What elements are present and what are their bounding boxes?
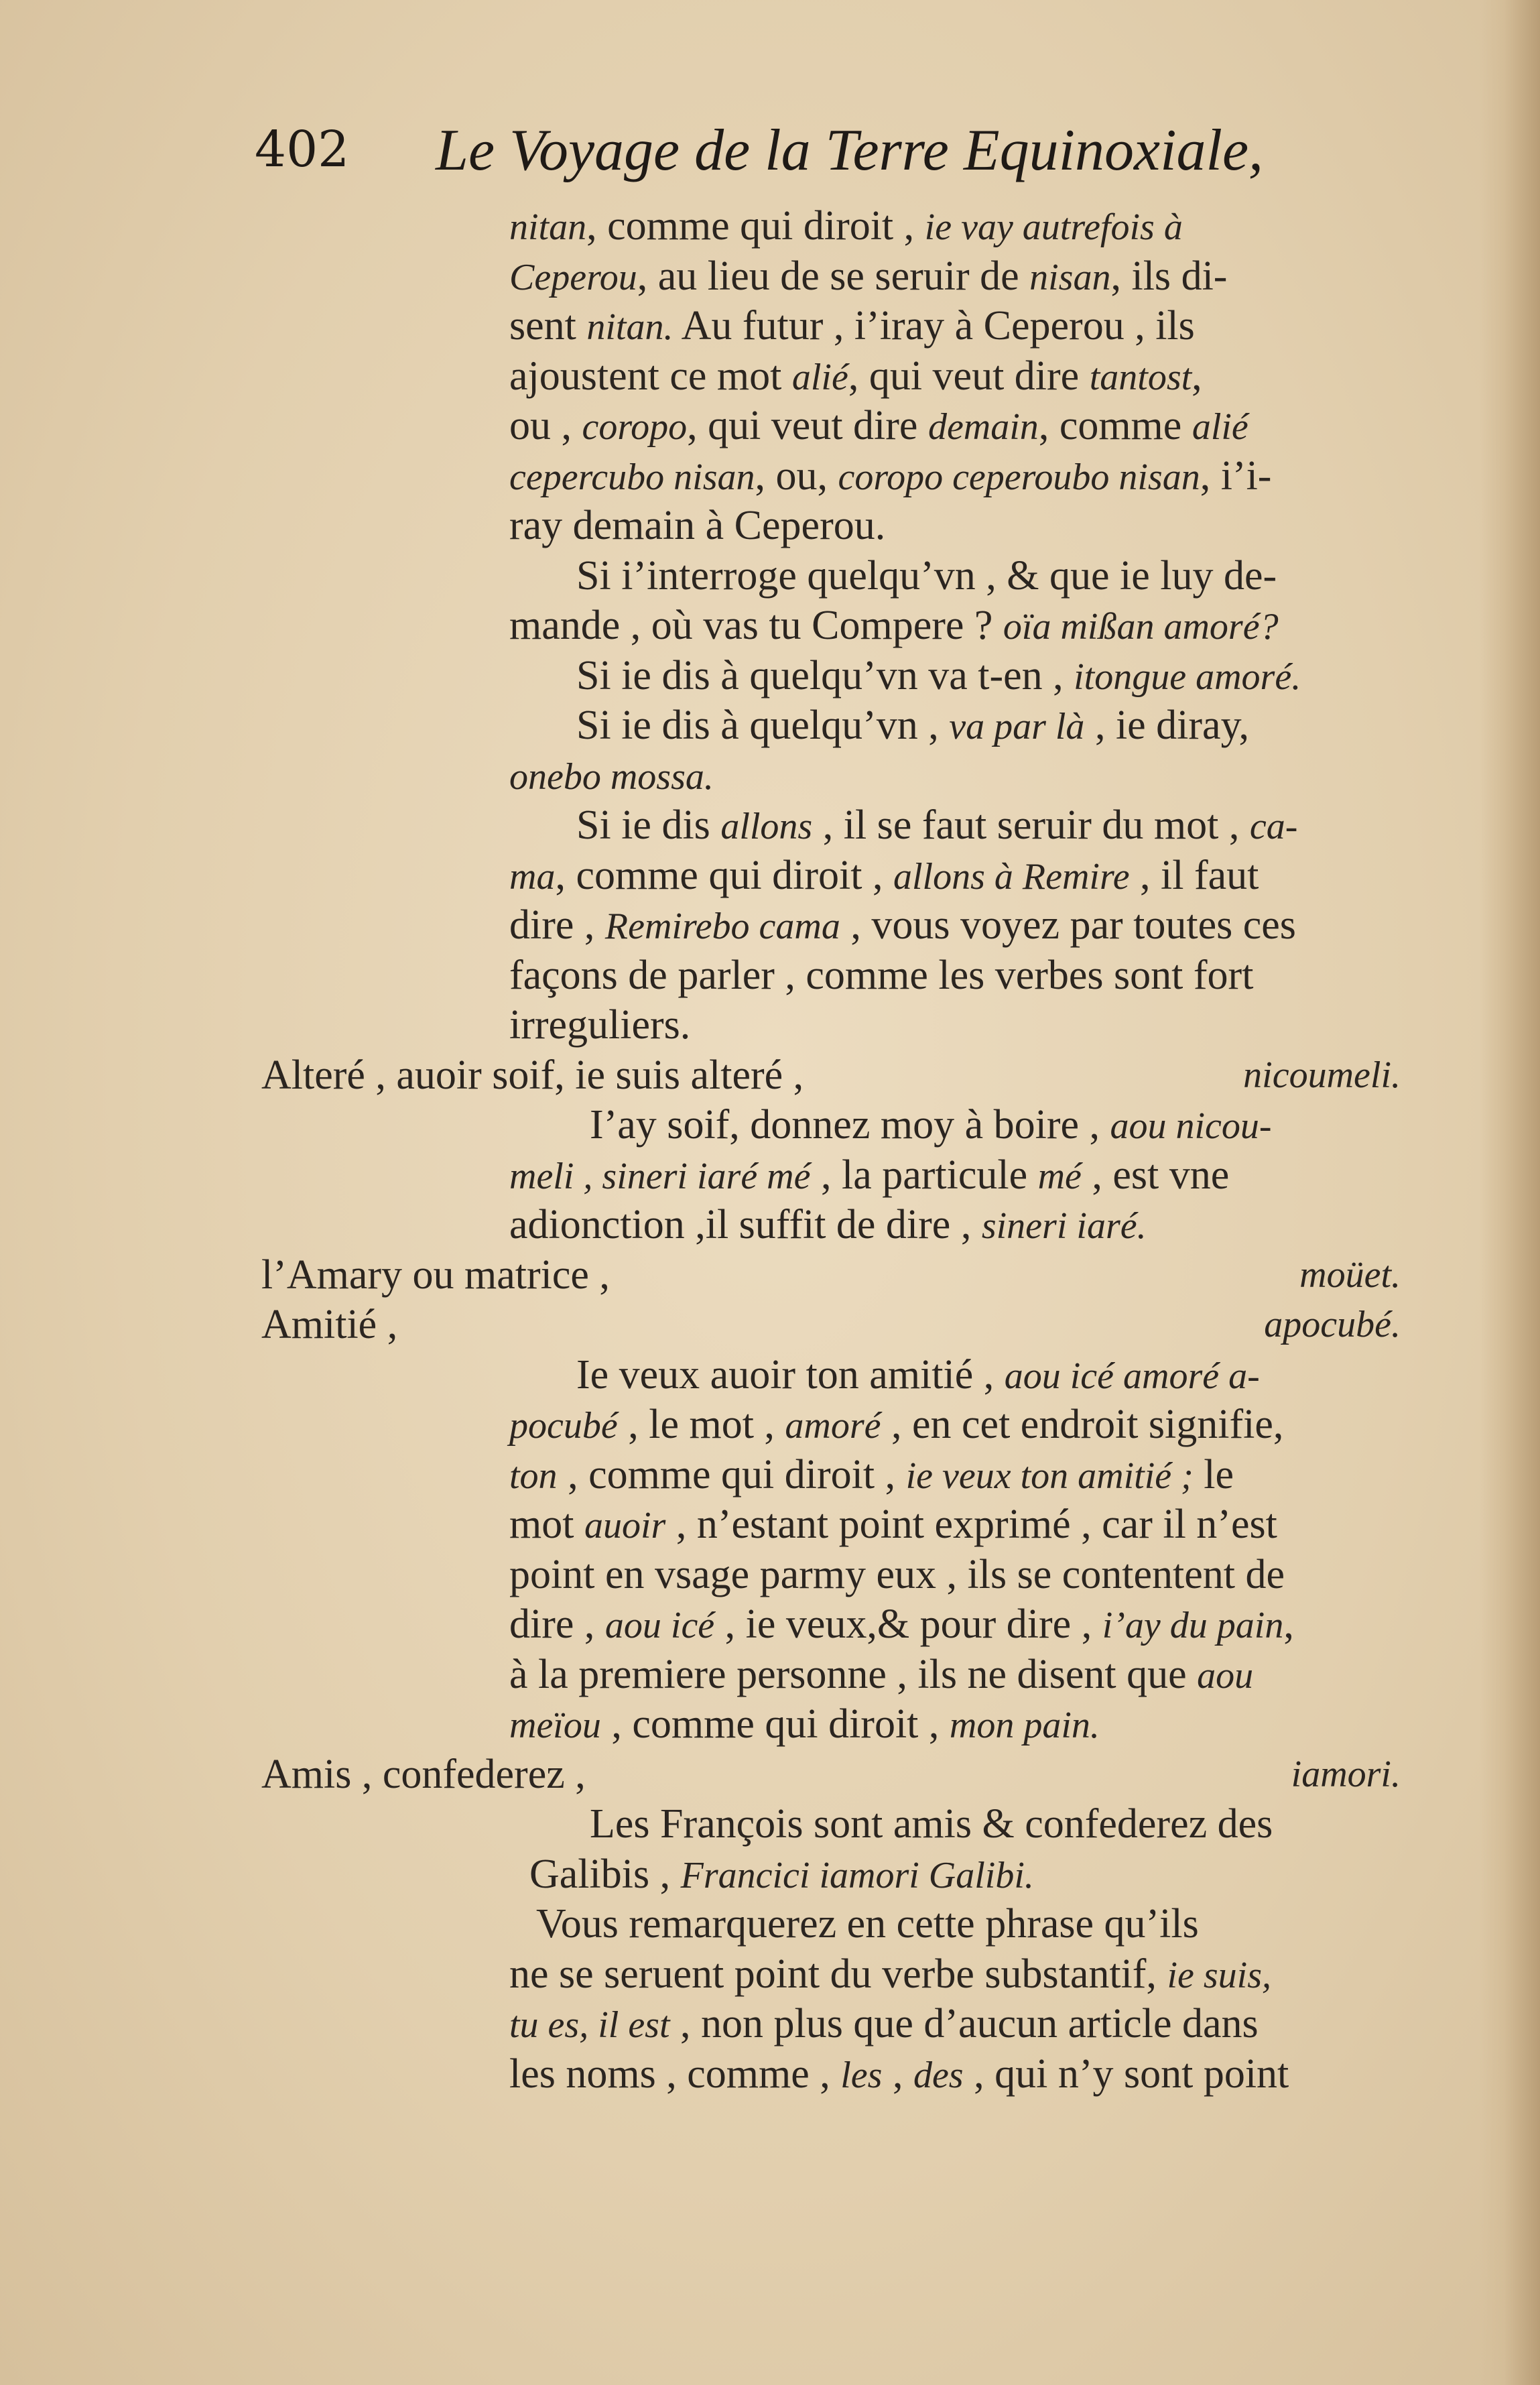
text-run: mot xyxy=(509,1502,584,1547)
glossary-entry xyxy=(261,1050,1441,1101)
italic-run: les xyxy=(840,2054,883,2096)
italic-run: des xyxy=(913,2054,964,2096)
text-run: , vous voyez par toutes ces xyxy=(840,902,1296,948)
italic-run: mon pain. xyxy=(949,1705,1100,1746)
text-line xyxy=(261,1200,1441,1250)
text-run: , ie veux,& pour dire , xyxy=(714,1601,1102,1647)
text-line xyxy=(261,1150,1441,1201)
text-run: Galibis , xyxy=(529,1851,681,1897)
text-run: , comme xyxy=(1038,403,1192,448)
text-line xyxy=(261,751,1441,801)
italic-run: oïa mißan amoré? xyxy=(1003,606,1279,648)
text-run: irreguliers. xyxy=(509,1002,691,1048)
italic-run: nisan xyxy=(1029,256,1111,298)
text-line xyxy=(261,1350,1441,1400)
italic-run: aou icé xyxy=(604,1605,715,1646)
italic-run: ca- xyxy=(1249,806,1298,847)
italic-run: Remirebo cama xyxy=(604,906,840,947)
italic-run: aou nicou- xyxy=(1110,1105,1272,1147)
italic-run: nitan xyxy=(509,206,587,248)
italic-run: Francici iamori Galibi. xyxy=(680,1854,1034,1896)
text-run: ne se seruent point du verbe substantif, xyxy=(509,1951,1167,1997)
italic-run: sineri iaré. xyxy=(981,1205,1147,1247)
italic-run: itongue amoré. xyxy=(1074,656,1301,698)
text-run: , comme qui diroit , xyxy=(557,1451,906,1497)
text-run: , il faut xyxy=(1129,852,1259,898)
text-line xyxy=(261,601,1441,651)
italic-run: i’ay du pain xyxy=(1102,1605,1284,1646)
body-text xyxy=(261,201,1441,2099)
text-run: , ou, xyxy=(755,452,838,499)
glossary-entry xyxy=(261,1250,1441,1300)
italic-run: alié xyxy=(791,356,848,398)
italic-run: ie veux ton amitié ; xyxy=(905,1455,1194,1497)
text-run: les noms , comme , xyxy=(509,2051,841,2097)
entry-headword: Amitié , xyxy=(261,1302,398,1347)
glossary-entry xyxy=(261,1300,1441,1350)
italic-run: allons à Remire xyxy=(893,855,1130,898)
italic-run: allons xyxy=(720,806,813,847)
italic-run: ton xyxy=(509,1455,558,1497)
text-run: , non plus que d’aucun article dans xyxy=(669,2001,1259,2046)
text-line xyxy=(261,301,1441,351)
italic-run: onebo mossa. xyxy=(509,755,714,798)
text-run: , en cet endroit signifie, xyxy=(881,1402,1284,1447)
glossary-entry xyxy=(261,1750,1441,1800)
text-run: , qui veut dire xyxy=(687,403,928,448)
text-run: Vous remarquerez en cette phrase qu’ils xyxy=(536,1901,1199,1947)
text-line xyxy=(261,1699,1441,1750)
text-line xyxy=(261,1999,1441,2049)
text-run: Si ie dis à quelqu’vn va t-en , xyxy=(576,652,1074,698)
text-run: dire , xyxy=(509,1601,605,1647)
text-line xyxy=(261,851,1441,901)
text-run: ajoustent ce mot xyxy=(509,353,792,399)
entry-translation: moüet. xyxy=(1299,1253,1401,1296)
italic-run: coropo ceperoubo nisan xyxy=(838,456,1200,498)
running-title: Le Voyage de la Terre Equinoxiale, xyxy=(436,118,1264,183)
text-run: façons de parler , comme les verbes sont fort xyxy=(509,952,1254,998)
page-number: 402 xyxy=(255,121,350,178)
text-run: Au futur , i’iray à Ceperou , ils xyxy=(673,303,1195,349)
text-run: , xyxy=(1192,353,1202,399)
entry-translation: iamori. xyxy=(1291,1753,1401,1795)
text-run: , la particule xyxy=(810,1152,1038,1198)
text-line xyxy=(261,201,1441,251)
text-line xyxy=(261,1100,1441,1150)
entry-translation: nicoumeli. xyxy=(1243,1054,1401,1096)
entry-translation: apocubé. xyxy=(1264,1304,1401,1345)
text-run: dire , xyxy=(509,902,605,948)
text-line xyxy=(261,900,1441,951)
text-run: , qui n’y sont point xyxy=(963,2051,1289,2097)
text-run: , est vne xyxy=(1081,1152,1230,1198)
italic-run: alié xyxy=(1192,406,1248,448)
italic-run: cepercubo nisan xyxy=(509,456,755,498)
text-run: à la premiere personne , ils ne disent que xyxy=(509,1651,1198,1697)
italic-run: tu es, il est xyxy=(509,2004,670,2046)
text-run: , comme qui diroit , xyxy=(600,1701,950,1747)
italic-run: meïou xyxy=(509,1705,601,1746)
text-run: ray demain à Ceperou. xyxy=(509,503,886,548)
italic-run: coropo xyxy=(582,406,688,448)
italic-run: ie vay autrefois à xyxy=(924,206,1183,248)
text-line xyxy=(261,1500,1441,1550)
italic-run: va par là xyxy=(949,706,1085,747)
text-line xyxy=(261,1000,1441,1050)
page-gutter-shadow xyxy=(1480,0,1540,2385)
text-run: Si i’interroge quelqu’vn , & que ie luy de- xyxy=(576,552,1277,599)
italic-run: ie suis, xyxy=(1167,1954,1271,1996)
text-line xyxy=(261,1899,1441,1949)
text-run: , ils di- xyxy=(1110,253,1228,299)
text-run: Les François sont amis & confederez des xyxy=(590,1801,1273,1847)
italic-run: tantost xyxy=(1089,356,1192,398)
text-run: Si ie dis xyxy=(576,802,721,848)
text-line xyxy=(261,800,1441,851)
text-line xyxy=(261,1650,1441,1700)
text-line xyxy=(261,501,1441,551)
text-line xyxy=(261,1550,1441,1600)
text-run: , xyxy=(882,2051,913,2097)
text-run: I’ay soif, donnez moy à boire , xyxy=(590,1102,1110,1148)
text-line xyxy=(261,1799,1441,1849)
italic-run: aou icé amoré a- xyxy=(1004,1355,1260,1397)
italic-run: ma xyxy=(509,855,556,898)
text-run: adionction ,il suffit de dire , xyxy=(509,1202,982,1247)
page-header xyxy=(255,118,1394,194)
entry-headword: l’Amary ou matrice , xyxy=(261,1251,610,1298)
italic-run: aou xyxy=(1197,1654,1254,1697)
text-run: point en vsage parmy eux , ils se contentent de xyxy=(509,1551,1285,1597)
italic-run: Ceperou xyxy=(509,256,637,298)
text-run: le xyxy=(1193,1451,1234,1497)
italic-run: meli , sineri iaré mé xyxy=(509,1155,811,1197)
text-line xyxy=(261,251,1441,302)
entry-headword: Amis , confederez , xyxy=(261,1751,586,1797)
italic-run: pocubé xyxy=(509,1405,618,1447)
text-line xyxy=(261,351,1441,402)
italic-run: demain xyxy=(927,406,1039,448)
text-run: Ie veux auoir ton amitié , xyxy=(576,1351,1005,1398)
italic-run: nitan. xyxy=(586,306,673,348)
text-line xyxy=(261,1450,1441,1500)
text-line xyxy=(261,1949,1441,2000)
text-run: , comme qui diroit , xyxy=(586,203,925,249)
text-run: , le mot , xyxy=(617,1402,785,1447)
text-run: , comme qui diroit , xyxy=(555,852,893,898)
text-line xyxy=(261,1599,1441,1650)
text-line xyxy=(261,651,1441,701)
text-line xyxy=(261,1849,1441,1900)
text-run: , au lieu de se seruir de xyxy=(637,253,1030,299)
text-line xyxy=(261,951,1441,1001)
italic-run: mé xyxy=(1037,1155,1082,1197)
text-line xyxy=(261,2049,1441,2099)
text-run: , qui veut dire xyxy=(848,353,1090,399)
italic-run: amoré xyxy=(785,1405,881,1447)
text-line xyxy=(261,1400,1441,1450)
text-run: , ie diray, xyxy=(1084,702,1250,748)
text-run: , il se faut seruir du mot , xyxy=(812,802,1250,848)
text-run: mande , où vas tu Compere ? xyxy=(509,603,1003,648)
text-line xyxy=(261,451,1441,501)
entry-headword: Alteré , auoir soif, ie suis alteré , xyxy=(261,1052,804,1098)
text-line xyxy=(261,401,1441,451)
text-run: , xyxy=(1283,1601,1294,1647)
text-run: Si ie dis à quelqu’vn , xyxy=(576,702,950,748)
italic-run: auoir xyxy=(584,1505,666,1546)
text-run: , i’i- xyxy=(1200,452,1272,499)
text-run: sent xyxy=(509,303,587,349)
text-run: , n’estant point exprimé , car il n’est xyxy=(665,1502,1277,1547)
text-line xyxy=(261,551,1441,601)
text-line xyxy=(261,700,1441,751)
text-run: ou , xyxy=(509,403,582,448)
